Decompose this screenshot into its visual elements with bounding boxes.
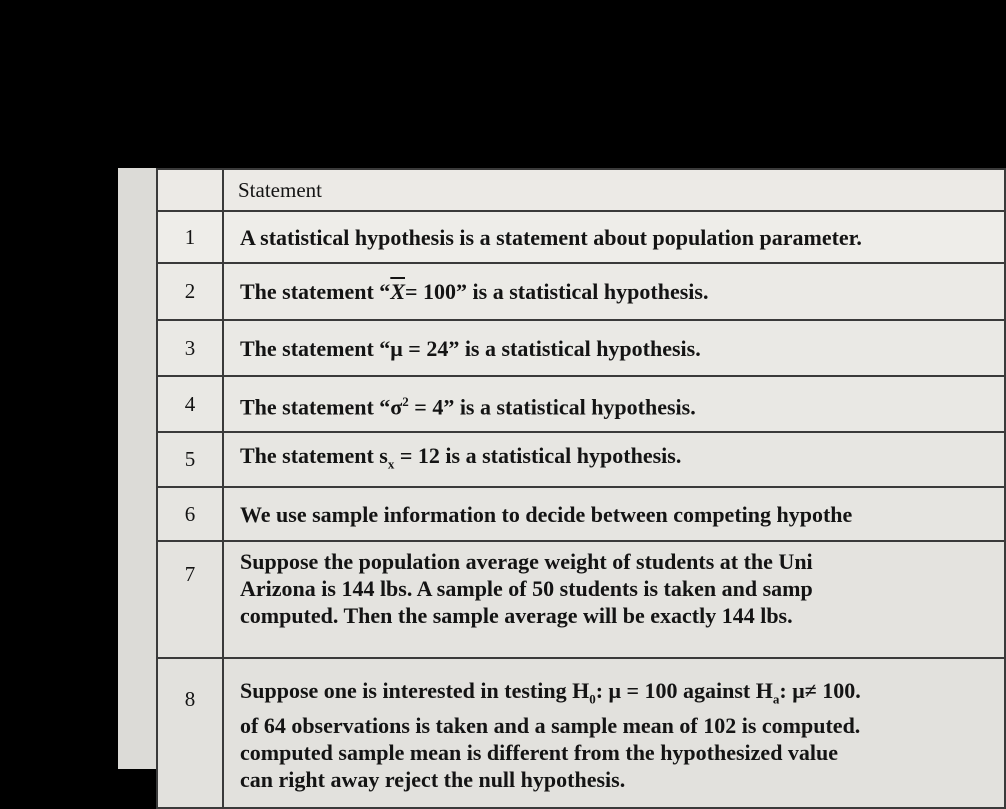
table-row [157, 487, 1005, 541]
statement-column-header: Statement [223, 169, 1005, 211]
number-column-header [157, 169, 223, 211]
statement-text [223, 376, 1005, 432]
x-bar-symbol: $\overline{X}$ [390, 279, 405, 304]
statement-text-prefix: The statement “ [240, 279, 391, 304]
statement-text [223, 541, 1005, 658]
line-part: : μ≠ 100. [779, 678, 861, 703]
statement-text [223, 432, 1005, 487]
row-number: 6 [157, 487, 223, 541]
row-number: 3 [157, 320, 223, 376]
subscript: a [772, 691, 780, 707]
statement-text-prefix: The statement s [240, 442, 388, 468]
line-part: : μ = 100 against H [595, 678, 773, 703]
row-number: 4 [157, 376, 223, 432]
statement-text-suffix: = 12 is a statistical hypothesis. [394, 442, 682, 468]
statement-table [156, 168, 1006, 809]
row-number: 8 [157, 658, 223, 808]
statement-line: computed sample mean is different from the hypothesized value [240, 740, 839, 766]
statement-line [240, 677, 1004, 712]
table-row [157, 541, 1005, 658]
table-row [157, 432, 1005, 487]
statement-text: A statistical hypothesis is a statement about population parameter. [223, 211, 1005, 263]
statement-line: of 64 observations is taken and a sample mean of 102 is computed. [240, 713, 861, 739]
row-number: 2 [157, 263, 223, 320]
table-row [157, 320, 1005, 376]
statement-line: computed. Then the sample average will be exactly 144 lbs. [240, 603, 793, 628]
statement-text [223, 263, 1005, 320]
statement-text-suffix: = 4” is a statistical hypothesis. [408, 394, 696, 420]
table-row [157, 211, 1005, 263]
statement-text-suffix: = 100” is a statistical hypothesis. [405, 279, 709, 304]
row-number: 7 [157, 541, 223, 658]
table-header-row [157, 169, 1005, 211]
line-part: Suppose one is interested in testing H [240, 678, 590, 703]
document-page [118, 168, 1003, 793]
table-row [157, 658, 1005, 808]
row-number: 5 [157, 432, 223, 487]
statement-line: can right away reject the null hypothesis. [240, 767, 626, 793]
row-number: 1 [157, 211, 223, 263]
statement-line: Suppose the population average weight of students at the Uni [240, 549, 813, 574]
statement-text: We use sample information to decide between competing hypothe [223, 487, 1005, 541]
subscript: 0 [589, 691, 596, 707]
statement-text-prefix: The statement “σ [240, 394, 403, 420]
superscript: 2 [402, 393, 409, 409]
statement-line: Arizona is 144 lbs. A sample of 50 students is taken and samp [240, 576, 813, 601]
table-row [157, 263, 1005, 320]
statement-text [223, 658, 1005, 808]
page-left-margin [118, 168, 156, 769]
statement-text: The statement “μ = 24” is a statistical hypothesis. [223, 320, 1005, 376]
subscript: x [387, 456, 395, 472]
table-row [157, 376, 1005, 432]
